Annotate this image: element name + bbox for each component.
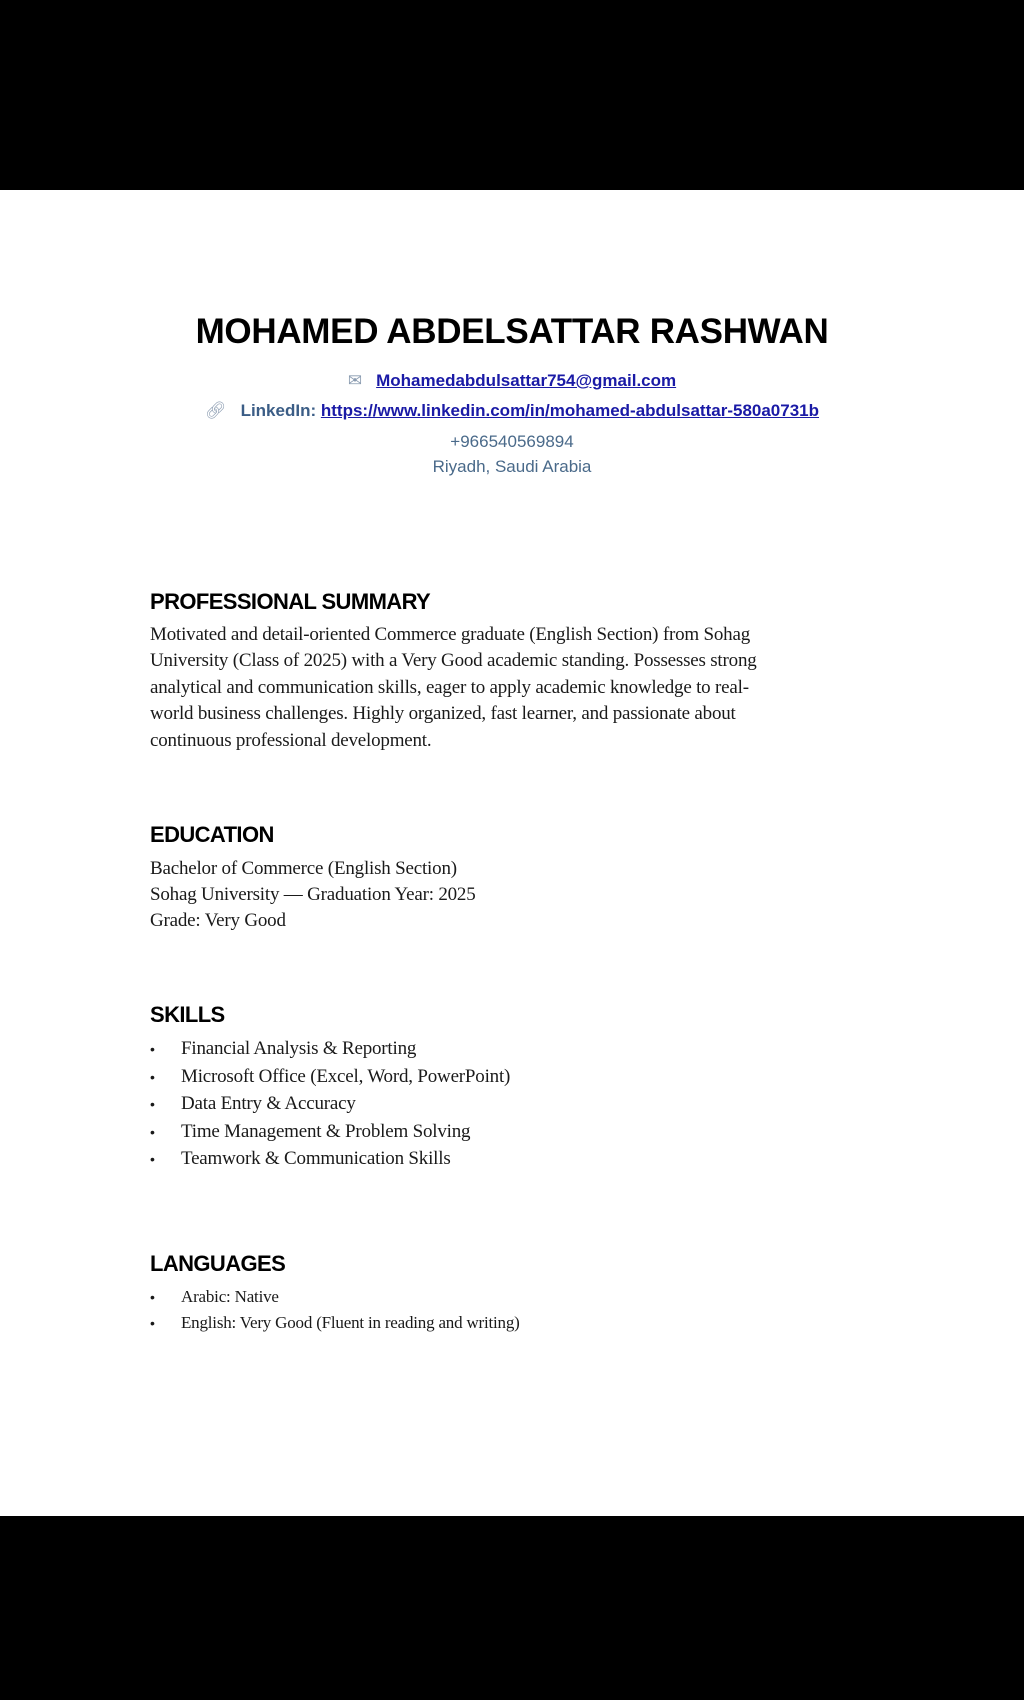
education-degree: Bachelor of Commerce (English Section) xyxy=(150,858,457,879)
education-university: Sohag University — Graduation Year: 2025 xyxy=(150,884,476,905)
section-title-skills: SKILLS xyxy=(150,1002,225,1027)
location: Riyadh, Saudi Arabia xyxy=(432,457,592,476)
email-link[interactable]: Mohamedabdulsattar754@gmail.com xyxy=(376,371,677,390)
phone-number: +966540569894 xyxy=(450,432,574,451)
skill-item xyxy=(150,1121,470,1143)
skill-item xyxy=(150,1066,510,1088)
link-icon: 🔗︎ xyxy=(204,401,227,420)
section-title-languages: LANGUAGES xyxy=(150,1251,286,1276)
summary-line: analytical and communication skills, eager to apply academic knowledge to real- xyxy=(150,677,749,698)
summary-line: world business challenges. Highly organized, fast learner, and passionate about xyxy=(150,703,736,724)
summary-line: University (Class of 2025) with a Very Good academic standing. Possesses strong xyxy=(150,650,757,671)
candidate-name: MOHAMED ABDELSATTAR RASHWAN xyxy=(195,312,829,351)
skill-text: Data Entry & Accuracy xyxy=(181,1093,356,1114)
skill-item xyxy=(150,1038,416,1060)
language-text: English: Very Good (Fluent in reading and writing) xyxy=(181,1313,520,1332)
skill-text: Microsoft Office (Excel, Word, PowerPoint) xyxy=(181,1066,511,1087)
education-grade: Grade: Very Good xyxy=(150,910,286,931)
email-line xyxy=(0,371,1024,391)
bullet-icon: • xyxy=(150,1096,155,1112)
language-item xyxy=(150,1287,279,1307)
bullet-icon: • xyxy=(150,1041,155,1057)
bullet-icon: • xyxy=(150,1289,155,1305)
skill-text: Time Management & Problem Solving xyxy=(181,1121,471,1142)
bullet-icon: • xyxy=(150,1315,155,1331)
skill-item xyxy=(150,1148,451,1170)
envelope-icon: ✉ xyxy=(347,371,363,390)
summary-line: Motivated and detail-oriented Commerce graduate (English Section) from Sohag xyxy=(150,624,751,645)
language-text: Arabic: Native xyxy=(181,1287,279,1306)
bullet-icon: • xyxy=(150,1069,155,1085)
linkedin-line xyxy=(0,401,1024,421)
linkedin-link[interactable]: https://www.linkedin.com/in/mohamed-abdulsattar-580a0731b xyxy=(320,401,820,420)
summary-line: continuous professional development. xyxy=(150,730,432,751)
bullet-icon: • xyxy=(150,1151,155,1167)
section-title-education: EDUCATION xyxy=(150,822,274,847)
skill-text: Financial Analysis & Reporting xyxy=(181,1038,417,1059)
top-black-bar xyxy=(0,0,1024,190)
linkedin-label: LinkedIn: xyxy=(240,401,317,420)
skill-text: Teamwork & Communication Skills xyxy=(181,1148,451,1169)
language-item xyxy=(150,1313,520,1333)
skill-item xyxy=(150,1093,356,1115)
section-title-summary: PROFESSIONAL SUMMARY xyxy=(150,589,431,614)
bullet-icon: • xyxy=(150,1124,155,1140)
bottom-black-bar xyxy=(0,1516,1024,1700)
